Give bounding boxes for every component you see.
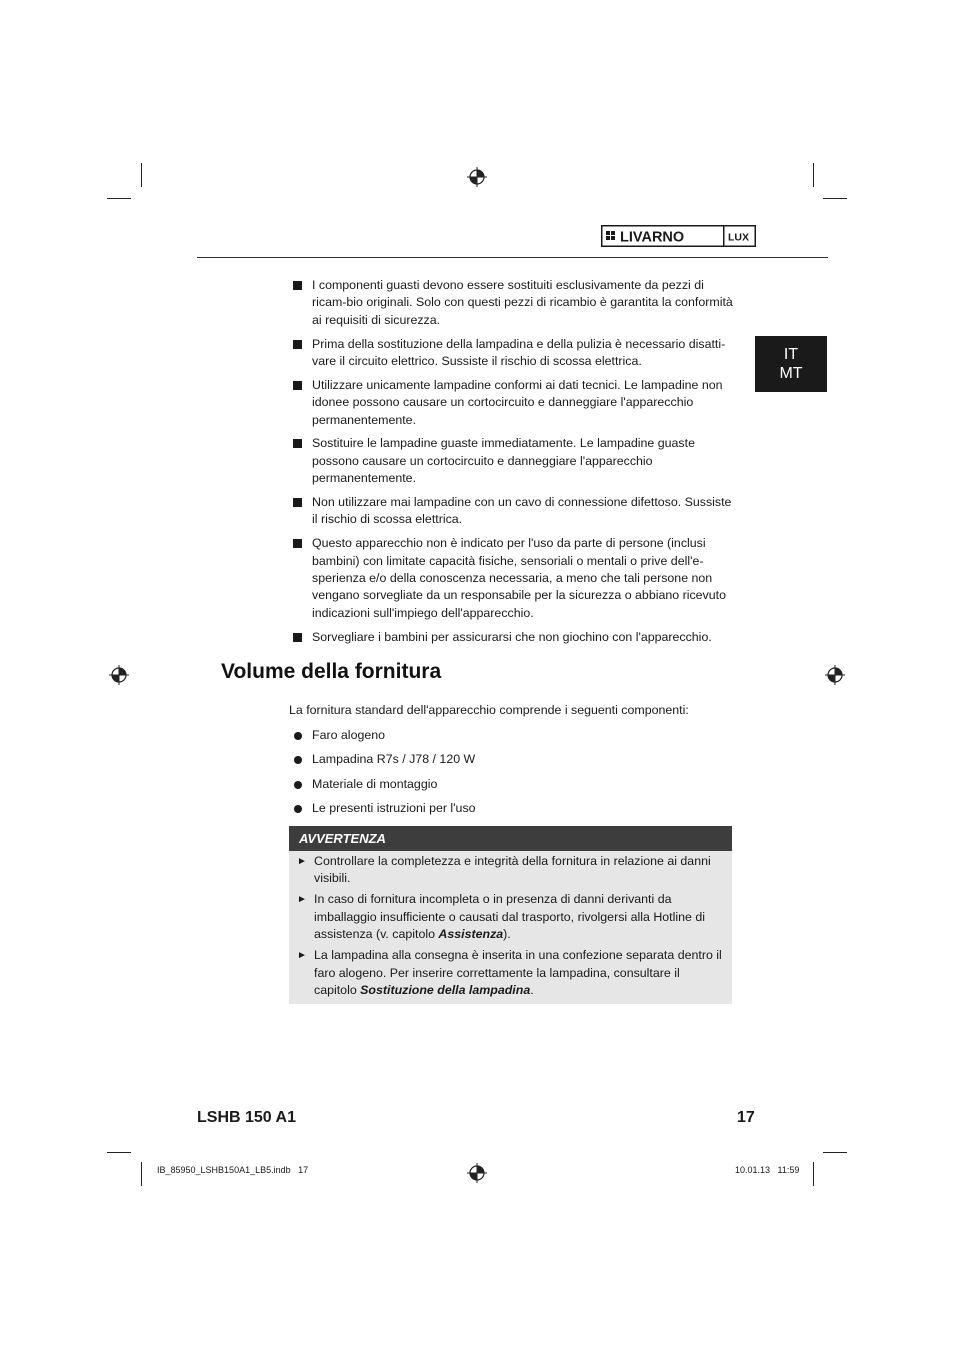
crop-mark [107,198,131,199]
list-item-text: In caso di fornitura incompleta o in presenza di danni derivanti da imballaggio insufficiente o causati dal trasporto, rivolgersi alla Hotline di assistenza (v. capitolo [314,892,705,942]
section-intro: La fornitura standard dell'apparecchio comprende i seguenti componenti: [289,703,689,717]
crop-mark [141,1162,142,1186]
round-bullet-icon [294,732,302,740]
list-item-text: Prima della sostituzione della lampadina e della pulizia è necessario disatti-vare il circuito elettrico. Sussiste il rischio di scossa elettrica. [312,336,726,369]
list-item [293,776,476,793]
list-item [293,336,738,371]
list-item-text: I componenti guasti devono essere sostituiti esclusivamente da pezzi di ricam-bio originali. Solo con questi pezzi di ricambio è garantita la conformità ai requisiti di sicurezza. [312,278,733,327]
square-bullet-icon [293,281,302,290]
list-item [293,377,738,429]
round-bullet-icon [294,781,302,789]
square-bullet-icon [293,633,302,642]
warning-box [289,826,732,1004]
crop-mark [107,1152,131,1153]
warning-title: AVVERTENZA [289,826,732,851]
page-number: 17 [737,1109,755,1126]
file-slug: IB_85950_LSHB150A1_LB5.indb 17 [157,1165,309,1175]
list-item-text: . [530,983,534,998]
list-item-text: La lampadina alla consegna è inserita in una confezione separata dentro il faro alogeno. Per inserire correttamente la lampadina, consultare il capitolo [314,948,722,998]
round-bullet-icon [294,756,302,764]
list-item [289,853,732,888]
list-item-text: Lampadina R7s / J78 / 120 W [312,752,476,767]
arrow-right-icon: ► [297,856,307,867]
list-item-text: Faro alogeno [312,728,386,742]
crop-mark [813,163,814,187]
livarno-logo-icon [601,225,756,247]
brand-suffix: LUX [728,231,749,244]
safety-list [293,277,738,652]
square-bullet-icon [293,439,302,448]
square-bullet-icon [293,498,302,507]
crop-mark [813,1162,814,1186]
list-item [289,947,732,999]
arrow-right-icon: ► [297,894,307,906]
list-item [293,629,738,646]
list-item-text: Materiale di montaggio [312,776,438,791]
brand-name: LIVARNO [620,229,685,246]
list-item [293,751,476,768]
language-code: MT [779,365,803,382]
list-item [293,727,476,744]
list-item-text: Controllare la completezza e integrità della fornitura in relazione ai danni visibili. [314,854,711,886]
registration-mark-icon [467,167,487,187]
list-item [289,891,732,943]
list-item-text: Le presenti istruzioni per l'uso [312,801,476,816]
square-bullet-icon [293,539,302,548]
crop-mark [823,1152,847,1153]
registration-mark-icon [825,665,845,685]
registration-mark-icon [109,665,129,685]
section-title: Volume della fornitura [221,660,442,683]
square-bullet-icon [293,381,302,390]
header-rule [197,257,828,258]
brand-logo [601,225,756,247]
list-item [293,800,476,817]
list-item [293,494,738,529]
square-bullet-icon [293,340,302,349]
crop-mark [141,163,142,187]
list-item-text: Non utilizzare mai lampadine con un cavo di connessione difettoso. Sussiste il rischio di scossa elettrica. [312,495,732,527]
list-item [293,277,738,329]
round-bullet-icon [294,805,302,813]
registration-mark-icon [467,1163,487,1183]
chapter-reference: Assistenza [438,927,504,942]
list-item-text: Questo apparecchio non è indicato per l'uso da parte di persone (inclusi bambini) con limitate capacità fisiche, sensoriali o mentali o prive dell'e-sperienza e/o della conoscenza necessaria, a meno che tali persone non vengano sorvegliate da un responsabile per la sicurezza o abbiano ricevuto indicazioni sull'impiego dell'apparecchio. [312,536,726,620]
warning-list [289,851,732,999]
list-item [293,435,738,487]
arrow-right-icon: ► [297,950,307,962]
chapter-reference: Sostituzione della lampadina [360,983,531,998]
date-slug: 10.01.13 11:59 [735,1165,800,1175]
model-number: LSHB 150 A1 [197,1109,296,1126]
crop-mark [823,198,847,199]
list-item-text: Sostituire le lampadine guaste immediatamente. Le lampadine guaste possono causare un cortocircuito e danneggiare l'apparecchio permanentemente. [312,436,695,486]
language-tab [755,336,827,392]
delivery-list [293,727,476,825]
list-item-text: ). [503,927,511,942]
list-item-text: Utilizzare unicamente lampadine conformi ai dati tecnici. Le lampadine non idonee possono causare un cortocircuito e danneggiare l'apparecchio permanentemente. [312,377,723,427]
language-code: IT [783,346,799,363]
list-item [293,535,738,622]
list-item-text: Sorvegliare i bambini per assicurarsi che non giochino con l'apparecchio. [312,629,712,644]
